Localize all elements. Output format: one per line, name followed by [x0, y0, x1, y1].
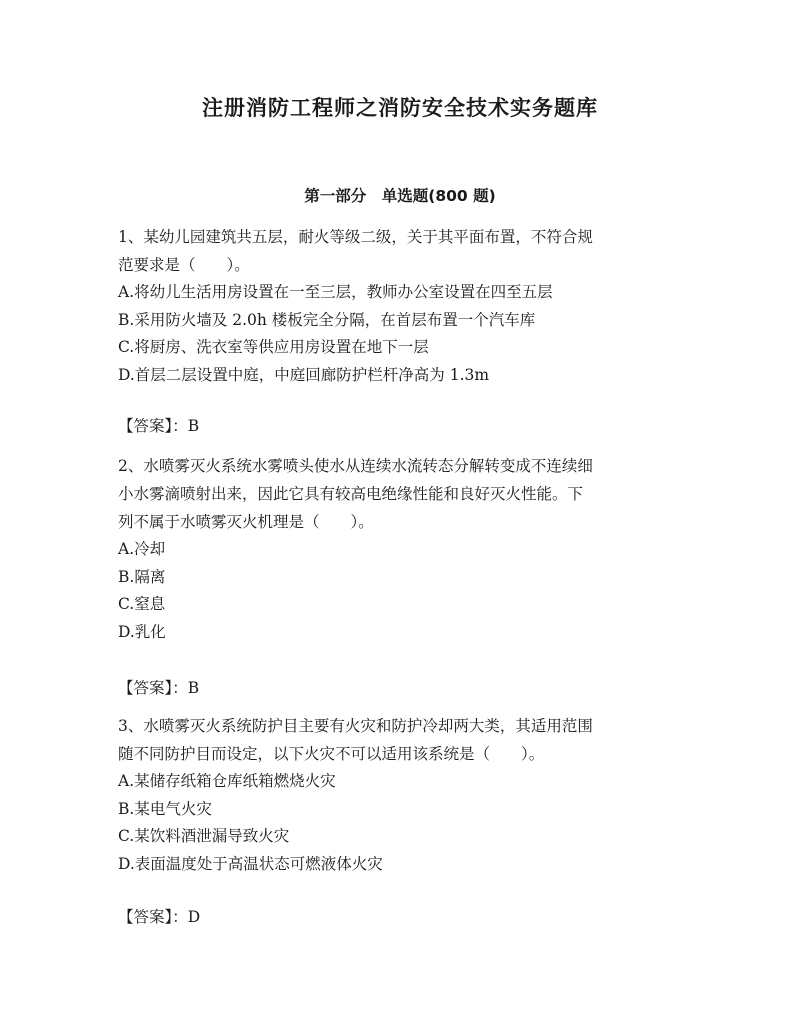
- option-b: B.采用防火墙及 2.0h 楼板完全分隔，在首层布置一个汽车库: [118, 310, 536, 329]
- option-d: D.首层二层设置中庭，中庭回廊防护栏杆净高为 1.3m: [118, 365, 490, 384]
- answer-3: 【答案】：D: [118, 908, 201, 926]
- answer-2: 【答案】：B: [118, 679, 200, 697]
- option-a: A.冷却: [118, 540, 166, 558]
- document-title: 注册消防工程师之消防安全技术实务题库: [202, 96, 598, 120]
- option-b: B.隔离: [118, 567, 166, 586]
- option-a: A.某储存纸箱仓库纸箱燃烧火灾: [118, 772, 336, 790]
- question-text-line: 列不属于水喷雾灭火机理是（ ）。: [118, 513, 374, 531]
- question-1: [118, 223, 688, 389]
- option-c: C.将厨房、洗衣室等供应用房设置在地下一层: [118, 338, 429, 356]
- question-text-line: 范要求是（ ）。: [118, 256, 250, 274]
- question-3: [118, 712, 688, 878]
- option-b: B.某电气火灾: [118, 799, 212, 818]
- question-text-line: 2、水喷雾灭火系统水雾喷头使水从连续水流转态分解转变成不连续细: [118, 457, 593, 475]
- option-c: C.窒息: [118, 595, 166, 613]
- question-text-line: 小水雾滴喷射出来，因此它具有较高电绝缘性能和良好灭火性能。下: [118, 485, 584, 503]
- option-d: D.乳化: [118, 622, 166, 641]
- answer-1: 【答案】：B: [118, 417, 200, 435]
- option-a: A.将幼儿生活用房设置在一至三层，教师办公室设置在四至五层: [118, 283, 553, 301]
- question-2: [118, 452, 688, 646]
- option-d: D.表面温度处于高温状态可燃液体火灾: [118, 854, 383, 873]
- question-text-line: 1、某幼儿园建筑共五层，耐火等级二级，关于其平面布置，不符合规: [118, 228, 593, 246]
- question-text-line: 随不同防护目而设定，以下火灾不可以适用该系统是（ ）。: [118, 745, 545, 763]
- section-heading: 第一部分 单选题(800 题): [304, 187, 496, 205]
- question-text-line: 3、水喷雾灭火系统防护目主要有火灾和防护冷却两大类，其适用范围: [118, 717, 593, 735]
- option-c: C.某饮料酒泄漏导致火灾: [118, 827, 290, 845]
